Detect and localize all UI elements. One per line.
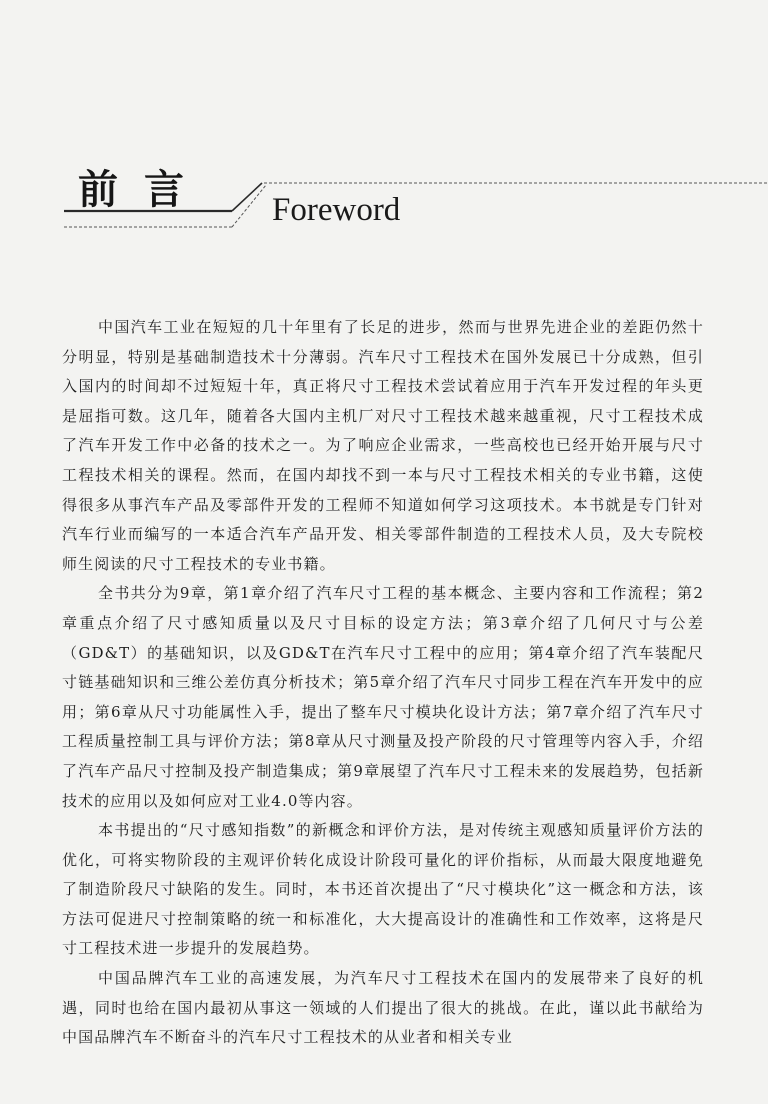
paragraph: 本书提出的“尺寸感知指数”的新概念和评价方法，是对传统主观感知质量评价方法的优化，可将实物阶段的主观评价转化成设计阶段可量化的评价指标，从而最大限度地避免了制造阶段尺寸缺陷的发生。同时，本书还首次提出了“尺寸模块化”这一概念和方法，该方法可促进尺寸控制策略的统一和标准化，大大提高设计的准确性和工作效率，这将是尺寸工程技术进一步提升的发展趋势。 bbox=[62, 821, 704, 958]
header-diagonal-line-1 bbox=[232, 183, 262, 211]
preface-body bbox=[62, 313, 704, 1053]
page-title-english: Foreword bbox=[272, 192, 401, 228]
paragraph: 全书共分为9章，第1章介绍了汽车尺寸工程的基本概念、主要内容和工作流程；第2章重点介绍了尺寸感知质量以及尺寸目标的设定方法；第3章介绍了几何尺寸与公差（GD&T）的基础知识，以及GD&T在汽车尺寸工程中的应用；第4章介绍了汽车装配尺寸链基础知识和三维公差仿真分析技术；第5章介绍了汽车尺寸同步工程在汽车开发中的应用；第6章从尺寸功能属性入手，提出了整车尺寸模块化设计方法；第7章介绍了汽车尺寸工程质量控制工具与评价方法；第8章从尺寸测量及投产阶段的尺寸管理等内容入手，介绍了汽车产品尺寸控制及投产制造集成；第9章展望了汽车尺寸工程未来的发展趋势，包括新技术的应用以及如何应对工业4.0等内容。 bbox=[62, 584, 704, 810]
page-title-chinese: 前言 bbox=[78, 166, 210, 213]
paragraph: 中国汽车工业在短短的几十年里有了长足的进步，然而与世界先进企业的差距仍然十分明显，特别是基础制造技术十分薄弱。汽车尺寸工程技术在国外发展已十分成熟，但引入国内的时间却不过短短十年，真正将尺寸工程技术尝试着应用于汽车开发过程的年头更是屈指可数。这几年，随着各大国内主机厂对尺寸工程技术越来越重视，尺寸工程技术成了汽车开发工作中必备的技术之一。为了响应企业需求，一些高校也已经开始开展与尺寸工程技术相关的课程。然而，在国内却找不到一本与尺寸工程技术相关的专业书籍，这使得很多从事汽车产品及零部件开发的工程师不知道如何学习这项技术。本书就是专门针对汽车行业而编写的一本适合汽车产品开发、相关零部件制造的工程技术人员，及大专院校师生阅读的尺寸工程技术的专业书籍。 bbox=[62, 318, 704, 573]
paragraph: 中国品牌汽车工业的高速发展，为汽车尺寸工程技术在国内的发展带来了良好的机遇，同时也给在国内最初从事这一领域的人们提出了很大的挑战。在此，谨以此书献给为中国品牌汽车不断奋斗的汽车尺寸工程技术的从业者和相关专业 bbox=[62, 969, 704, 1047]
